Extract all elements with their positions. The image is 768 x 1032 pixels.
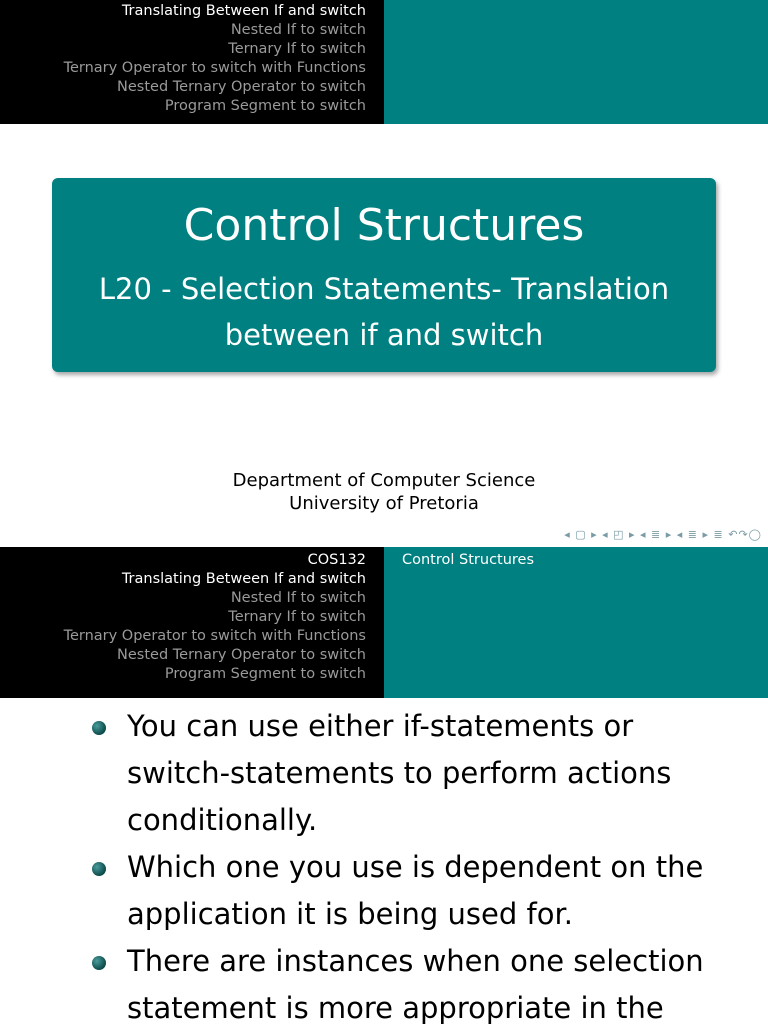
slide1-header-right bbox=[384, 0, 768, 124]
bullet-list bbox=[92, 703, 732, 1032]
nav-item-nested-if[interactable]: Nested If to switch bbox=[230, 590, 366, 606]
slide2-section-nav bbox=[0, 547, 384, 698]
nav-item-nested-if[interactable]: Nested If to switch bbox=[230, 22, 366, 38]
slide2-header-right bbox=[384, 547, 768, 698]
department-label: Department of Computer Science bbox=[232, 470, 536, 491]
bullet-text: You can use either if-statements or switch-statements to perform actions conditionally. bbox=[127, 709, 672, 837]
bullet-icon bbox=[92, 862, 106, 876]
nav-item-ternary-if[interactable]: Ternary If to switch bbox=[228, 41, 366, 57]
nav-item-ternary-functions[interactable]: Ternary Operator to switch with Functions bbox=[63, 60, 366, 76]
slide1-section-nav bbox=[0, 0, 384, 124]
slide-title: Control Structures bbox=[183, 200, 585, 251]
bullet-text: Which one you use is dependent on the application it is being used for. bbox=[127, 850, 704, 931]
nav-item-nested-ternary[interactable]: Nested Ternary Operator to switch bbox=[117, 647, 366, 663]
list-item bbox=[92, 938, 732, 1032]
list-item bbox=[92, 703, 732, 844]
bullet-icon bbox=[92, 956, 106, 970]
nav-item-nested-ternary[interactable]: Nested Ternary Operator to switch bbox=[117, 79, 366, 95]
bullet-icon bbox=[92, 721, 106, 735]
nav-item-translating[interactable]: Translating Between If and switch bbox=[121, 571, 366, 587]
institute-block bbox=[0, 469, 768, 515]
nav-item-translating[interactable]: Translating Between If and switch bbox=[121, 3, 366, 19]
title-block bbox=[52, 178, 716, 372]
course-code: COS132 bbox=[307, 552, 366, 568]
slide-subtitle: L20 - Selection Statements- Translation between if and switch bbox=[98, 272, 670, 352]
slide2-header bbox=[0, 547, 768, 698]
bullet-text: There are instances when one selection statement is more appropriate in the bbox=[127, 944, 704, 1025]
beamer-navigation-icons[interactable]: ◂ ▢ ▸ ◂ ◰ ▸ ◂ ≣ ▸ ◂ ≣ ▸ ≣ ↶↷◯ bbox=[564, 528, 762, 541]
section-title: Control Structures bbox=[402, 552, 535, 568]
nav-item-ternary-if[interactable]: Ternary If to switch bbox=[228, 609, 366, 625]
nav-item-program-segment[interactable]: Program Segment to switch bbox=[164, 666, 366, 682]
nav-item-program-segment[interactable]: Program Segment to switch bbox=[164, 98, 366, 114]
nav-item-ternary-functions[interactable]: Ternary Operator to switch with Functions bbox=[63, 628, 366, 644]
university-label: University of Pretoria bbox=[289, 493, 479, 514]
slide1-header bbox=[0, 0, 768, 124]
list-item bbox=[92, 844, 732, 938]
